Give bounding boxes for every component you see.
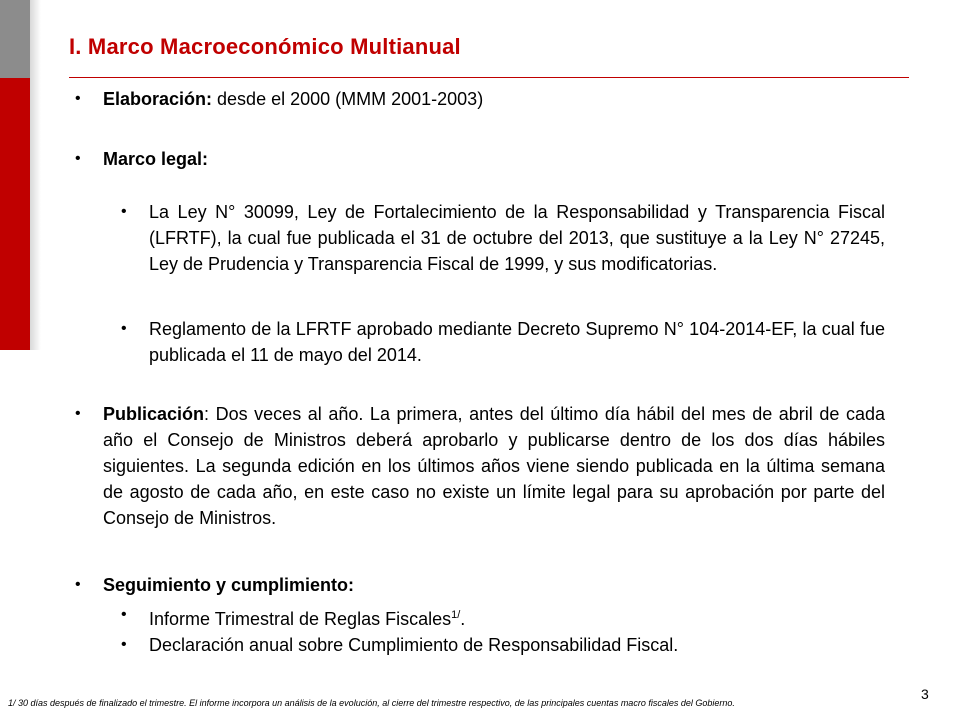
- publicacion-label: Publicación: [103, 404, 205, 424]
- sub-bullet-reglamento: [75, 316, 885, 368]
- bullet-dot: •: [75, 150, 81, 167]
- elaboracion-text: desde el 2000 (MMM 2001-2003): [212, 89, 484, 109]
- informe-text: Informe Trimestral de Reglas Fiscales: [149, 609, 452, 629]
- ley-text: La Ley N° 30099, Ley de Fortalecimiento de la Responsabilidad y Transparencia Fiscal (LFRTF), la cual fue publicada el 31 de octubre del 2013, que sustituye a la Ley N° 27245, Ley de Prudencia y Transparencia Fiscal de 1999, y sus modificatorias.: [149, 202, 885, 274]
- side-bar-shadow: [30, 0, 41, 350]
- publicacion-text: : Dos veces al año. La primera, antes del último día hábil del mes de abril de cada año el Consejo de Ministros deberá aprobarlo y publicarse dentro de los dos días hábiles siguientes. La segunda edición en los últimos años viene siendo publicada en la última semana de agosto de cada año, en este caso no existe un límite legal para su aprobación por parte del Consejo de Ministros.: [103, 404, 885, 528]
- bullet-seguimiento: [75, 572, 885, 598]
- sub-bullet-declaracion: [75, 632, 885, 658]
- bullet-dot: •: [75, 405, 81, 422]
- slide-title: I. Marco Macroeconómico Multianual: [69, 34, 461, 59]
- bullet-elaboracion: [75, 86, 885, 112]
- sub-bullet-ley: [75, 199, 885, 277]
- page-number: 3: [921, 686, 929, 702]
- footnote: 1/ 30 días después de finalizado el trimestre. El informe incorpora un análisis de la evolución, al cierre del trimestre respectivo, de las principales cuentas macro fiscales del Gobierno.: [8, 698, 735, 708]
- red-side-bar: [0, 78, 30, 350]
- bullet-dot: •: [121, 606, 127, 623]
- informe-end: .: [460, 609, 466, 629]
- bullet-dot: •: [121, 320, 127, 337]
- bullet-publicacion: [75, 401, 885, 531]
- informe-footnote-ref: 1/: [451, 609, 461, 621]
- title-underline: [69, 77, 909, 78]
- sub-bullet-informe: [75, 602, 885, 632]
- bullet-dot: •: [75, 90, 81, 107]
- gray-side-bar: [0, 0, 30, 78]
- bullet-dot: •: [121, 203, 127, 220]
- bullet-marco-legal: [75, 146, 885, 172]
- bullet-dot: •: [121, 636, 127, 653]
- bullet-dot: •: [75, 576, 81, 593]
- reglamento-text: Reglamento de la LFRTF aprobado mediante Decreto Supremo N° 104-2014-EF, la cual fue publicada el 11 de mayo del 2014.: [149, 319, 885, 365]
- elaboracion-label: Elaboración:: [103, 89, 213, 109]
- marco-legal-label: Marco legal:: [103, 149, 209, 169]
- seguimiento-label: Seguimiento y cumplimiento:: [103, 575, 355, 595]
- declaracion-text: Declaración anual sobre Cumplimiento de Responsabilidad Fiscal.: [149, 635, 679, 655]
